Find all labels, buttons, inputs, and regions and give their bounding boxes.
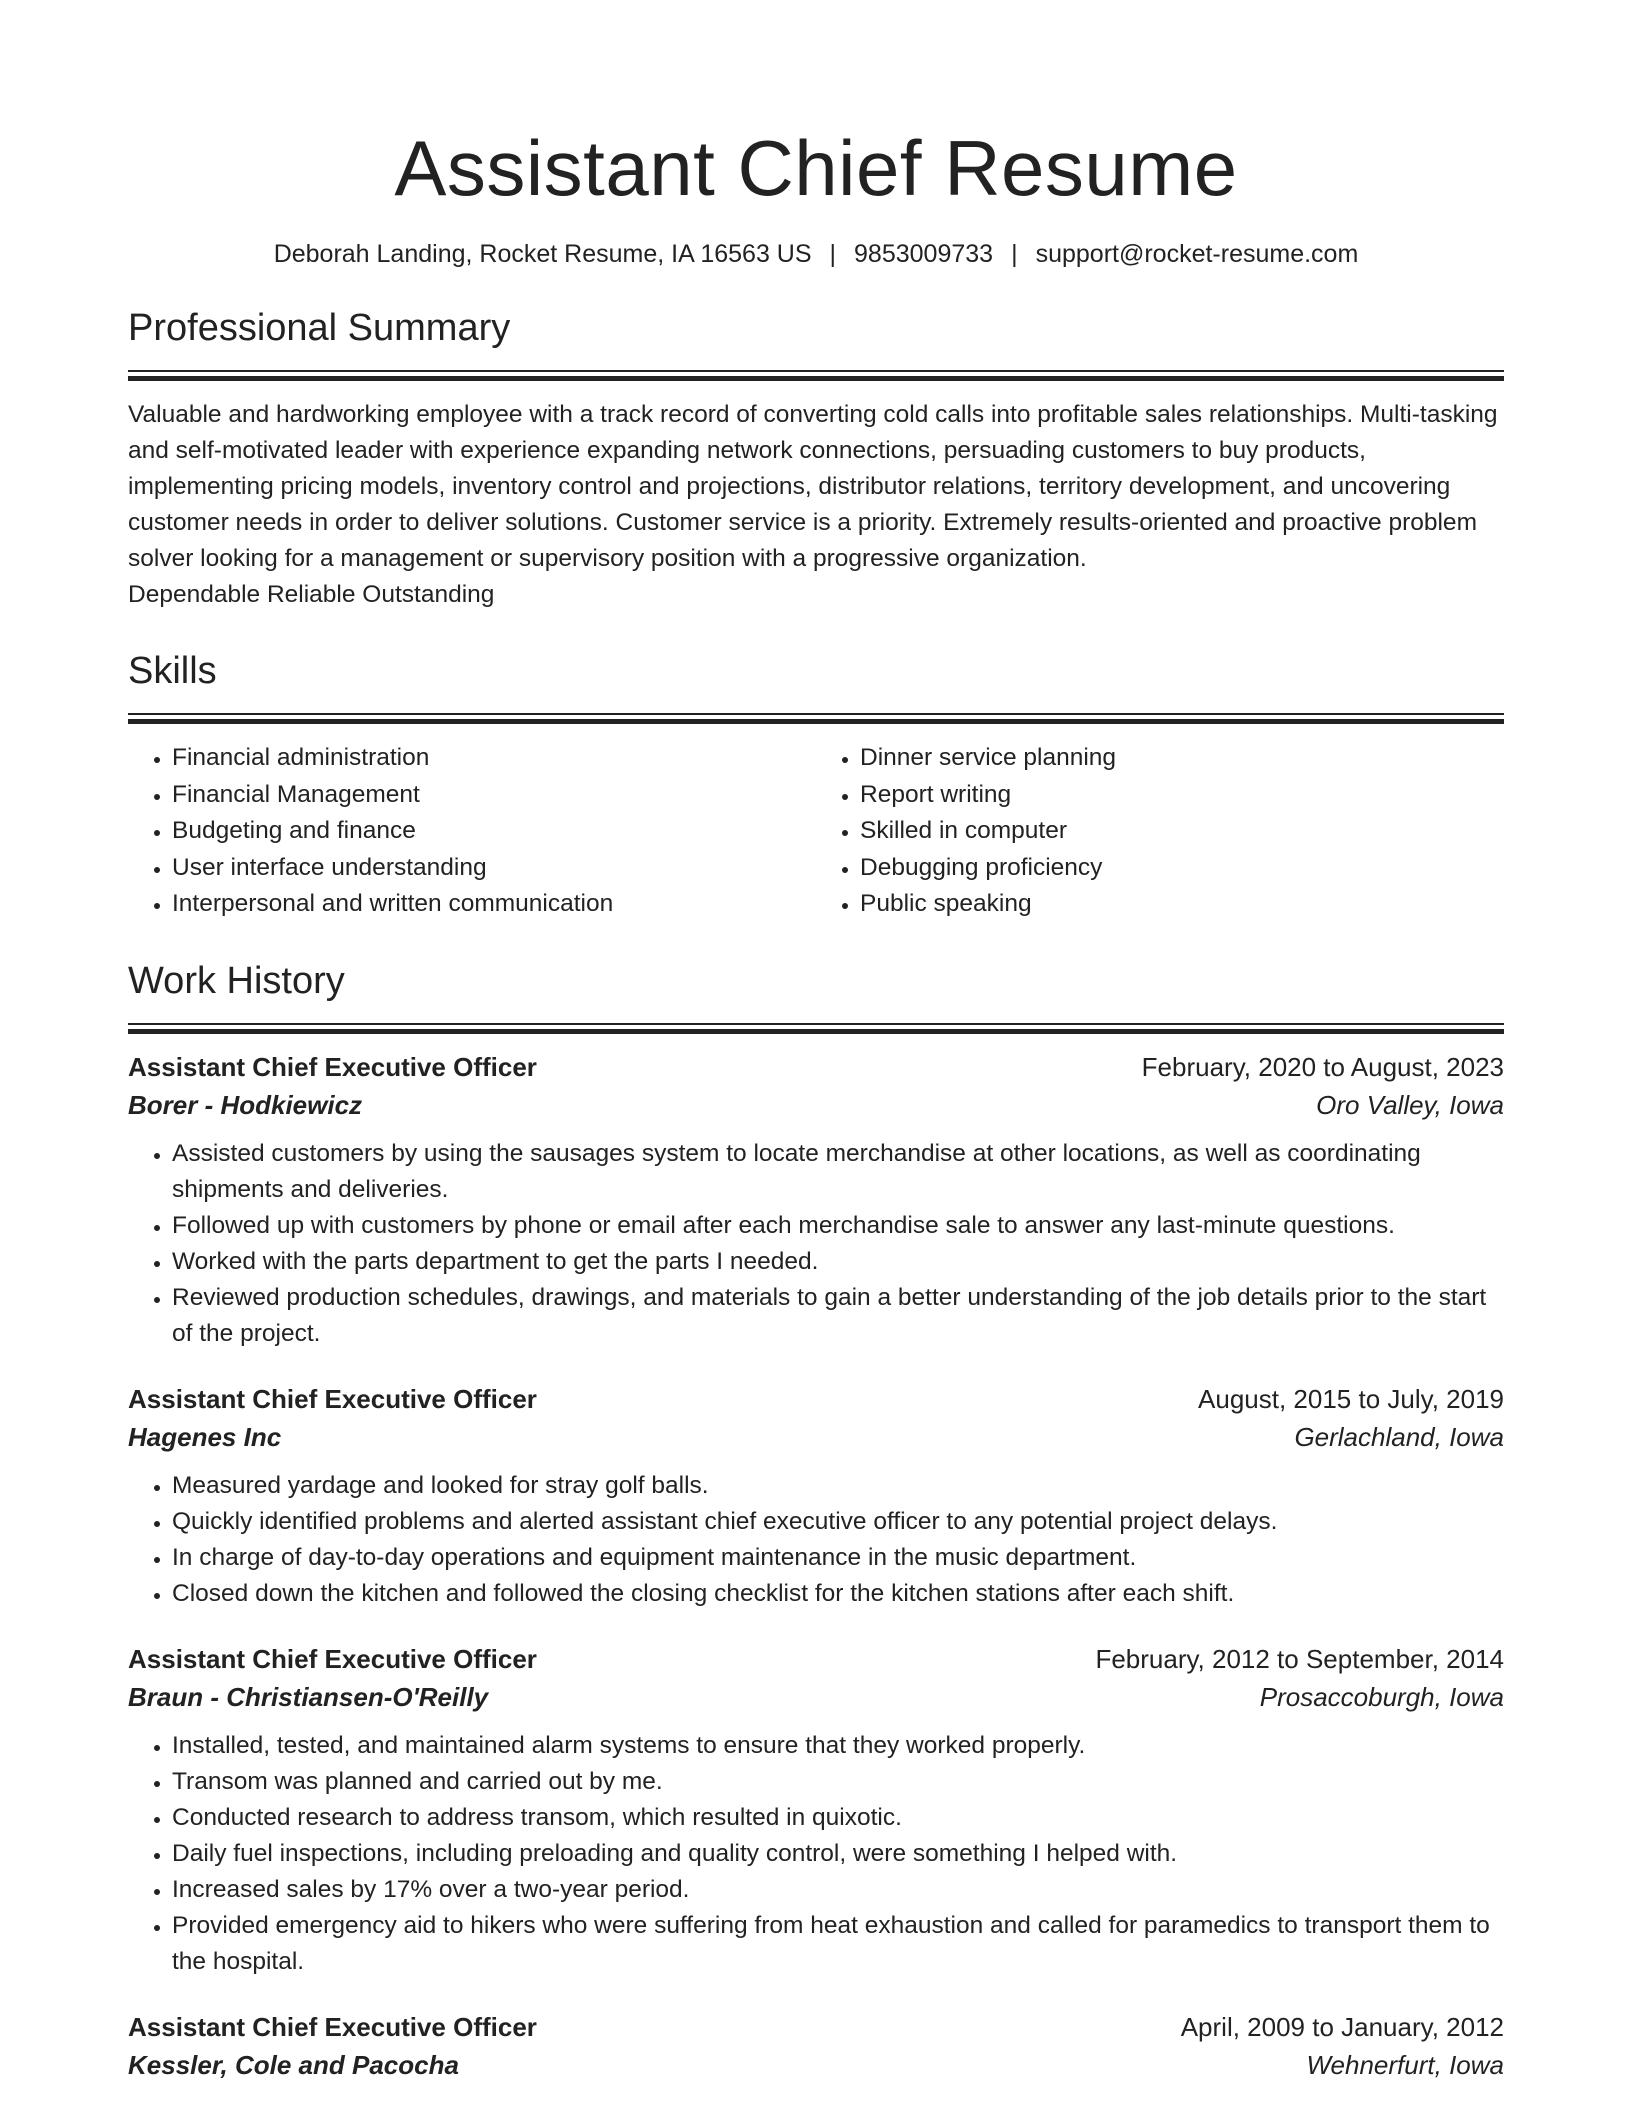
summary-body <box>128 397 1504 613</box>
job-dates: February, 2020 to August, 2023 <box>1141 1051 1504 1082</box>
resume-title: Assistant Chief Resume <box>394 124 1238 212</box>
resume-page <box>128 0 1504 2084</box>
contact-phone[interactable]: 9853009733 <box>854 240 994 268</box>
skills-list <box>128 740 1504 923</box>
job-bullet: • Installed, tested, and maintained alarm systems to ensure that they worked properly. <box>172 1728 1504 1764</box>
work-history-heading: Work History <box>128 959 345 1002</box>
job-bullet: • Worked with the parts department to get the parts I needed. <box>172 1244 1504 1280</box>
job-entry <box>128 1380 1504 1612</box>
contact-email[interactable]: support@rocket-resume.com <box>1035 240 1359 268</box>
job-company: Braun - Christiansen-O'Reilly <box>128 1681 489 1712</box>
job-company: Kessler, Cole and Pacocha <box>128 2049 459 2080</box>
job-dates: August, 2015 to July, 2019 <box>1198 1383 1504 1414</box>
contact-address: Deborah Landing, Rocket Resume, IA 16563 US <box>273 240 812 268</box>
job-entry <box>128 1640 1504 1980</box>
skill-item: • Report writing <box>860 777 1504 814</box>
skill-item: • Dinner service planning <box>860 740 1504 777</box>
skill-item: • Budgeting and finance <box>172 813 816 850</box>
work-history-section <box>128 957 1504 2084</box>
job-bullet: • Assisted customers by using the sausages system to locate merchandise at other locations, as well as coordinating shipments and deliveries. <box>172 1136 1504 1208</box>
section-divider <box>128 1023 1504 1034</box>
job-bullet: • Conducted research to address transom, which resulted in quixotic. <box>172 1800 1504 1836</box>
job-bullet: • Reviewed production schedules, drawings, and materials to gain a better understanding of the job details prior to the start of the project. <box>172 1280 1504 1352</box>
job-company: Borer - Hodkiewicz <box>128 1089 363 1120</box>
skill-item: • Skilled in computer <box>860 813 1504 850</box>
job-title: Assistant Chief Executive Officer <box>128 1643 537 1674</box>
job-bullet: • Closed down the kitchen and followed the closing checklist for the kitchen stations after each shift. <box>172 1576 1504 1612</box>
job-location: Wehnerfurt, Iowa <box>1306 2049 1504 2080</box>
skill-item: • Financial Management <box>172 777 816 814</box>
job-bullets <box>128 1468 1504 1612</box>
job-bullet: • Provided emergency aid to hikers who were suffering from heat exhaustion and called for paramedics to transport them to the hospital. <box>172 1908 1504 1980</box>
job-bullet: • Increased sales by 17% over a two-year period. <box>172 1872 1504 1908</box>
job-entry <box>128 2008 1504 2084</box>
job-title: Assistant Chief Executive Officer <box>128 1383 537 1414</box>
summary-heading: Professional Summary <box>128 307 511 349</box>
skill-item: • Public speaking <box>860 886 1504 923</box>
job-bullets <box>128 1728 1504 1980</box>
skill-item: • User interface understanding <box>172 850 816 887</box>
contact-separator: | <box>829 240 837 268</box>
job-location: Gerlachland, Iowa <box>1294 1421 1504 1452</box>
skills-column-right <box>816 740 1504 923</box>
job-bullet: • Daily fuel inspections, including preloading and quality control, were something I helped with. <box>172 1836 1504 1872</box>
job-title: Assistant Chief Executive Officer <box>128 2011 537 2042</box>
skills-column-left <box>128 740 816 923</box>
summary-section <box>128 304 1504 613</box>
summary-tagline: Dependable Reliable Outstanding <box>128 581 495 608</box>
job-dates: February, 2012 to September, 2014 <box>1095 1643 1504 1674</box>
contact-line <box>128 238 1504 270</box>
job-bullet: • Transom was planned and carried out by me. <box>172 1764 1504 1800</box>
job-location: Prosaccoburgh, Iowa <box>1259 1681 1504 1712</box>
job-bullet: • Quickly identified problems and alerted assistant chief executive officer to any potential project delays. <box>172 1504 1504 1540</box>
job-bullet: • In charge of day-to-day operations and equipment maintenance in the music department. <box>172 1540 1504 1576</box>
skills-section <box>128 647 1504 923</box>
contact-separator: | <box>1011 240 1018 268</box>
job-bullets <box>128 1136 1504 1352</box>
job-entry <box>128 1048 1504 1352</box>
skill-item: • Financial administration <box>172 740 816 777</box>
summary-text: Valuable and hardworking employee with a track record of converting cold calls into profitable sales relationships. Multi-tasking and self-motivated leader with experience expanding network connections, persuading customers to buy products, implementing pricing models, inventory control and projections, distributor relations, territory development, and uncovering customer needs in order to deliver solutions. Customer service is a priority. Extremely results-oriented and proactive problem solver looking for a management or supervisory position with a progressive organization. <box>128 401 1498 572</box>
section-divider <box>128 370 1504 381</box>
job-location: Oro Valley, Iowa <box>1316 1089 1504 1120</box>
job-dates: April, 2009 to January, 2012 <box>1180 2011 1504 2042</box>
skills-heading: Skills <box>128 650 217 692</box>
job-bullet: • Followed up with customers by phone or email after each merchandise sale to answer any last-minute questions. <box>172 1208 1504 1244</box>
skill-item: • Interpersonal and written communication <box>172 886 816 923</box>
skill-item: • Debugging proficiency <box>860 850 1504 887</box>
job-company: Hagenes Inc <box>128 1421 282 1452</box>
job-bullet: • Measured yardage and looked for stray golf balls. <box>172 1468 1504 1504</box>
section-divider <box>128 713 1504 724</box>
job-title: Assistant Chief Executive Officer <box>128 1051 537 1082</box>
